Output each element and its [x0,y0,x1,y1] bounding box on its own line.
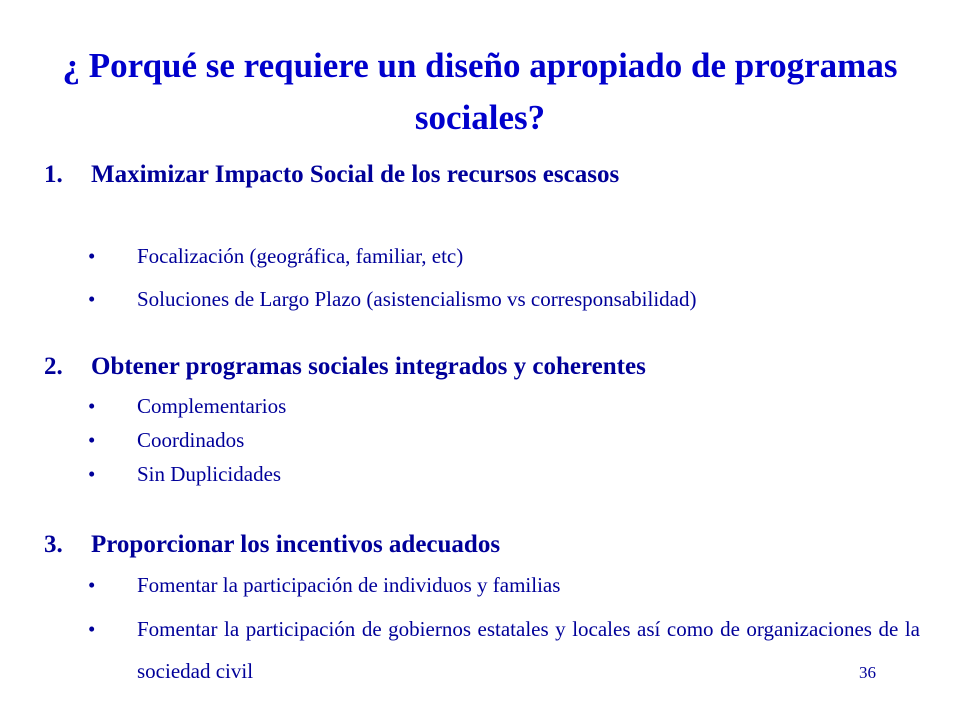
slide-title: ¿ Porqué se requiere un diseño apropiado de programas sociales? [62,46,898,137]
section-2-bullet-3 [88,461,920,487]
bullet-icon: • [88,287,96,311]
section-3-heading-text: Proporcionar los incentivos adecuados [91,531,501,558]
section-2-bullet-1 [88,393,920,419]
bullet-text: Complementarios [137,394,287,418]
section-1-number: 1. [44,161,63,188]
section-1-bullet-2 [88,286,920,312]
page-number: 36 [859,663,876,682]
section-2-number: 2. [44,353,63,380]
bullet-text: Soluciones de Largo Plazo (asistencialismo vs corresponsabilidad) [137,287,697,311]
bullet-icon: • [88,573,96,597]
section-3-bullet-1 [88,572,920,598]
bullet-icon: • [88,428,96,452]
section-3-number: 3. [44,531,63,558]
bullet-text: Fomentar la participación de gobiernos estatales y locales así como de organizaciones de la sociedad civil [137,617,920,683]
section-1-bullet-1 [88,243,920,269]
bullet-icon: • [88,394,96,418]
section-3-bullet-2 [88,608,920,692]
bullet-text: Sin Duplicidades [137,462,282,486]
section-3-heading [44,530,500,560]
section-1-heading [44,160,619,190]
bullet-icon: • [88,617,96,641]
section-2-heading [44,352,646,382]
bullet-text: Fomentar la participación de individuos y familias [137,573,561,597]
bullet-text: Focalización (geográfica, familiar, etc) [137,244,464,268]
section-2-bullet-2 [88,427,920,453]
bullet-text: Coordinados [137,428,245,452]
section-2-heading-text: Obtener programas sociales integrados y coherentes [91,353,646,380]
bullet-icon: • [88,462,96,486]
section-1-heading-text: Maximizar Impacto Social de los recursos escasos [91,161,620,188]
bullet-icon: • [88,244,96,268]
